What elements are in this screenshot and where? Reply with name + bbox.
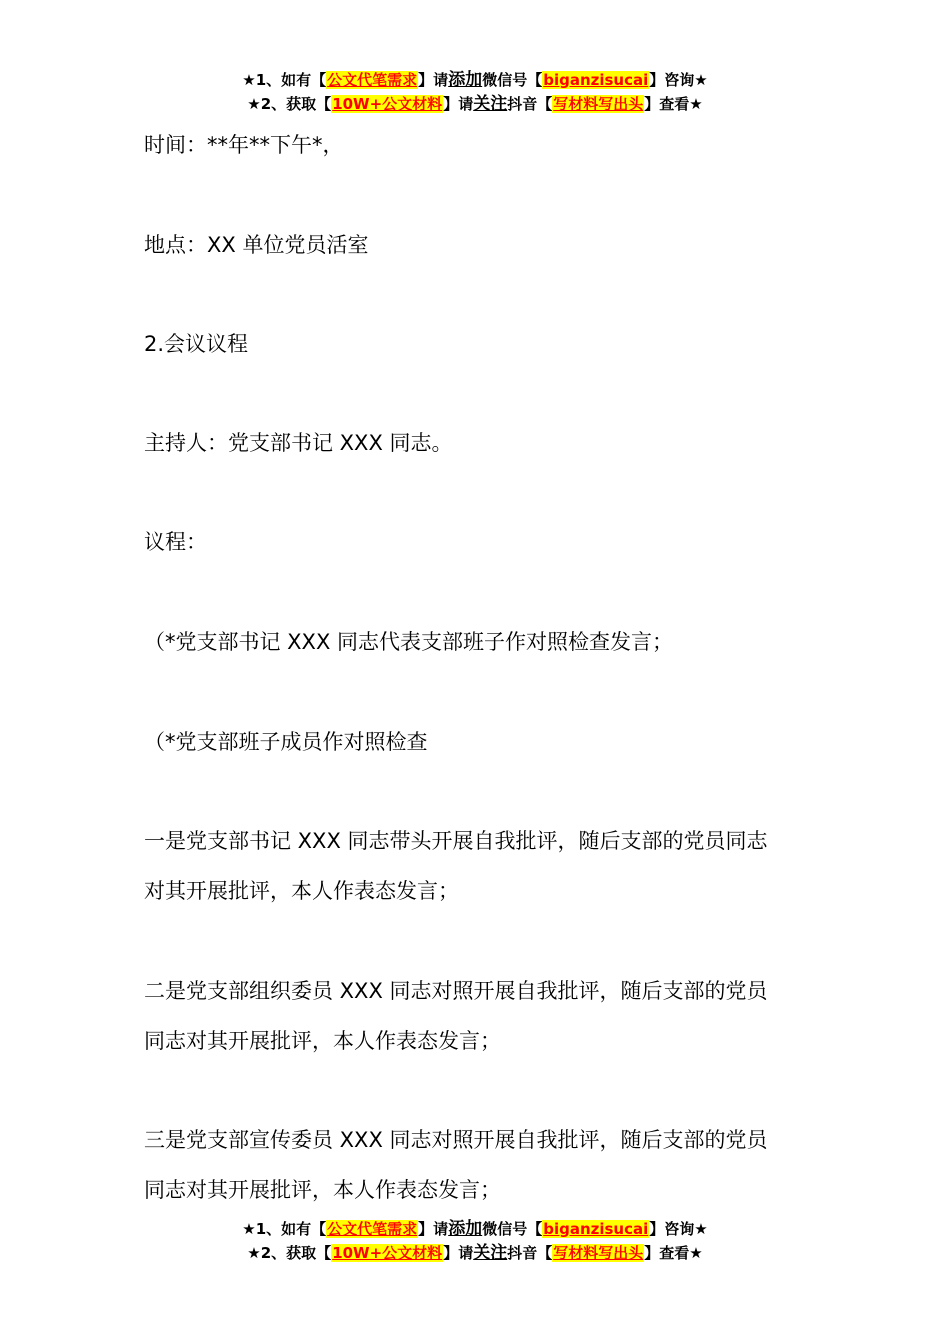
emphasis-follow: 关注 (473, 1243, 508, 1263)
emphasis-follow: 关注 (473, 94, 508, 114)
banner-text: 】查看★ (644, 1244, 703, 1262)
highlight-douyin-account: 写材料写出头 (553, 95, 644, 113)
banner-text: 】请 (418, 1220, 449, 1238)
agenda-label: 议程： (144, 530, 207, 554)
paragraph-1 (144, 816, 824, 916)
banner-text: ★1、如有【 (242, 1220, 327, 1238)
banner-text: 】咨询★ (649, 71, 708, 89)
highlight-wechat-id: biganzisucai (543, 71, 649, 89)
agenda-heading: 2.会议议程 (144, 332, 249, 356)
highlight-ghostwriting: 公文代笔需求 (327, 71, 418, 89)
emphasis-add: 添加 (448, 70, 483, 90)
banner-text: 微信号【 (482, 1220, 543, 1238)
paragraph-3-line-1: 三是党支部宣传委员 XXX 同志对照开展自我批评，随后支部的党员 (144, 1128, 768, 1152)
meeting-time: 时间：**年**下午*， (144, 133, 344, 157)
paragraph-1-line-1: 一是党支部书记 XXX 同志带头开展自我批评，随后支部的党员同志 (144, 829, 768, 853)
banner-text: ★2、获取【 (247, 95, 332, 113)
paragraph-1-line-2: 对其开展批评，本人作表态发言； (144, 879, 459, 903)
footer-banner (0, 1217, 950, 1265)
banner-line-2 (0, 92, 950, 116)
meeting-host: 主持人：党支部书记 XXX 同志。 (144, 431, 453, 455)
header-banner (0, 68, 950, 116)
banner-text: 】查看★ (644, 95, 703, 113)
highlight-materials: 10W+公文材料 (332, 1244, 443, 1262)
meeting-place: 地点：XX 单位党员活室 (144, 233, 369, 257)
banner-text: 】咨询★ (649, 1220, 708, 1238)
paragraph-2-line-2: 同志对其开展批评，本人作表态发言； (144, 1029, 501, 1053)
banner-text: 抖音【 (507, 95, 553, 113)
highlight-materials: 10W+公文材料 (332, 95, 443, 113)
paragraph-2 (144, 966, 824, 1066)
banner-text: ★2、获取【 (247, 1244, 332, 1262)
emphasis-add: 添加 (448, 1219, 483, 1239)
banner-line-2 (0, 1241, 950, 1265)
banner-line-1 (0, 1217, 950, 1241)
banner-text: 】请 (443, 95, 474, 113)
agenda-item-1: （*党支部书记 XXX 同志代表支部班子作对照检查发言； (144, 630, 674, 654)
paragraph-3 (144, 1115, 824, 1215)
paragraph-3-line-2: 同志对其开展批评，本人作表态发言； (144, 1178, 501, 1202)
banner-text: 抖音【 (507, 1244, 553, 1262)
banner-text: 】请 (418, 71, 449, 89)
agenda-item-2: （*党支部班子成员作对照检查 (144, 730, 428, 754)
banner-line-1 (0, 68, 950, 92)
banner-text: 】请 (443, 1244, 474, 1262)
highlight-ghostwriting: 公文代笔需求 (327, 1220, 418, 1238)
banner-text: 微信号【 (482, 71, 543, 89)
banner-text: ★1、如有【 (242, 71, 327, 89)
paragraph-2-line-1: 二是党支部组织委员 XXX 同志对照开展自我批评，随后支部的党员 (144, 979, 768, 1003)
highlight-wechat-id: biganzisucai (543, 1220, 649, 1238)
highlight-douyin-account: 写材料写出头 (553, 1244, 644, 1262)
